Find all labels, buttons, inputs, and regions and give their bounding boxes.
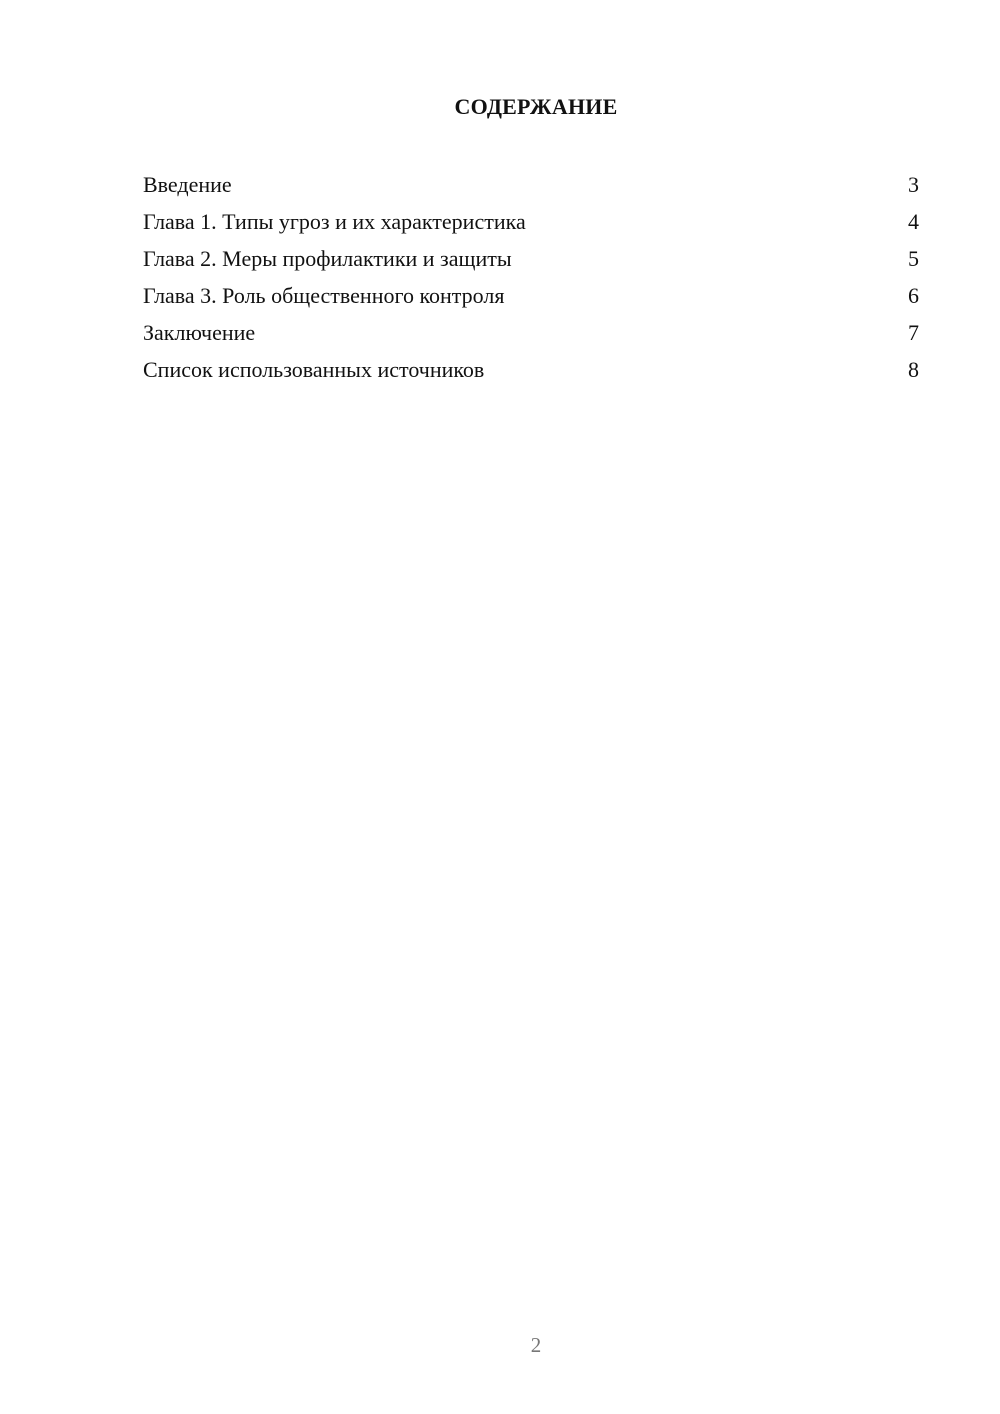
table-of-contents — [143, 170, 919, 392]
toc-entry-title: Глава 3. Роль общественного контроля — [143, 283, 505, 308]
page-title: СОДЕРЖАНИЕ — [454, 94, 618, 119]
page-number-footer: 2 — [530, 1333, 542, 1357]
toc-entry-page-number: 8 — [908, 357, 919, 382]
toc-entry-page-number: 6 — [908, 283, 919, 308]
toc-entry-introduction — [143, 170, 919, 207]
toc-entry-chapter-1 — [143, 207, 919, 244]
toc-entry-page-number: 4 — [908, 209, 919, 234]
toc-entry-page-number: 5 — [908, 246, 919, 271]
toc-entry-page-number: 3 — [908, 172, 919, 197]
toc-entry-references — [143, 355, 919, 392]
toc-entry-page-number: 7 — [908, 320, 919, 345]
toc-entry-title: Введение — [143, 172, 232, 197]
toc-entry-chapter-3 — [143, 281, 919, 318]
toc-entry-title: Глава 1. Типы угроз и их характеристика — [143, 209, 526, 234]
toc-entry-title: Список использованных источников — [143, 357, 485, 382]
toc-entry-chapter-2 — [143, 244, 919, 281]
toc-entry-title: Глава 2. Меры профилактики и защиты — [143, 246, 512, 271]
toc-entry-conclusion — [143, 318, 919, 355]
toc-entry-title: Заключение — [143, 320, 256, 345]
